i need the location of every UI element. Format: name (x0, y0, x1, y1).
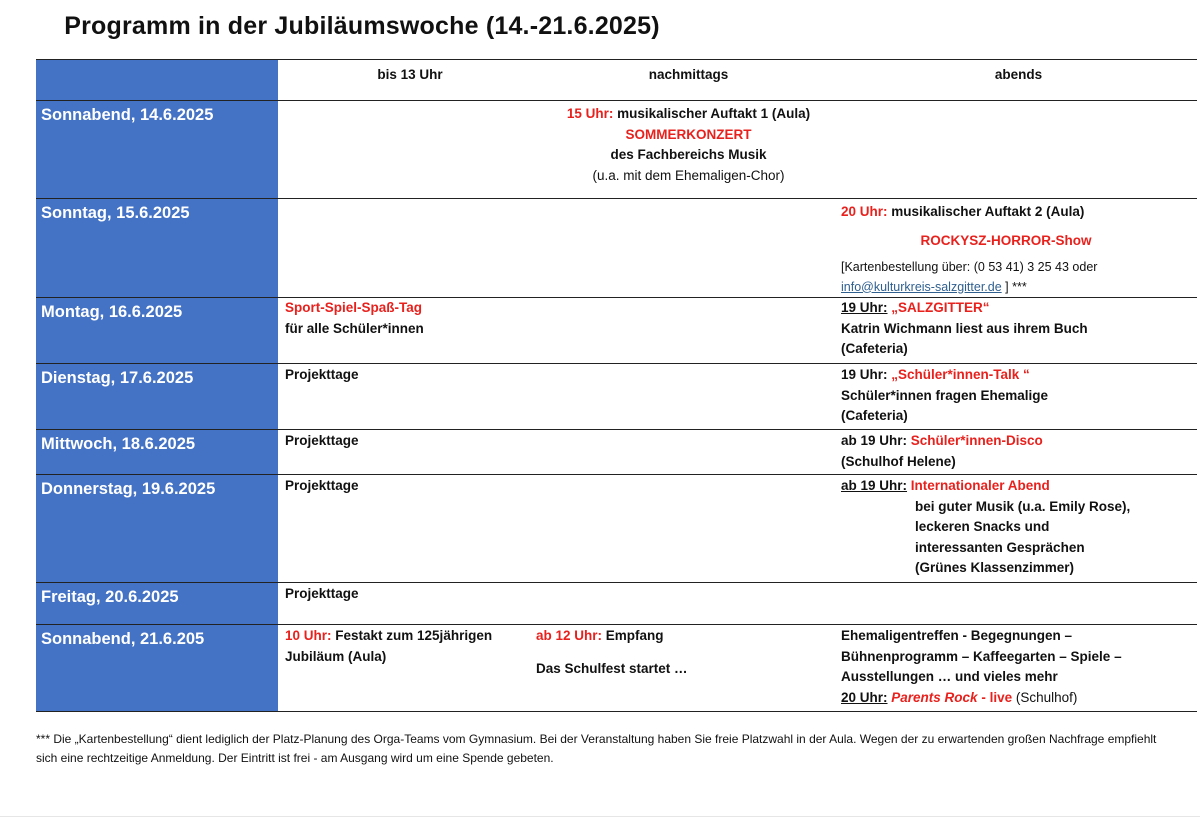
day-cell (36, 364, 278, 429)
event-title-suffix: - live (977, 689, 1013, 705)
event-detail: des Fachbereichs Musik (610, 147, 767, 162)
nachmittags-cell (536, 104, 841, 186)
day-cell (36, 583, 278, 624)
email-link[interactable]: info@kulturkreis-salzgitter.de (841, 279, 1002, 294)
table-header-row (36, 59, 1197, 101)
event-detail: Bühnenprogramm – Kaffeegarten – Spiele – (841, 648, 1122, 664)
schedule-table (36, 59, 1197, 712)
table-row (36, 298, 1197, 364)
bis-13-cell: Projekttage (285, 478, 359, 493)
event-time: ab 12 Uhr: (536, 628, 603, 643)
event-detail: Ausstellungen … und vieles mehr (841, 669, 1058, 684)
bis-13-cell (285, 626, 535, 667)
event-note: (u.a. mit dem Ehemaligen-Chor) (592, 167, 785, 183)
event-detail: bei guter Musik (u.a. Emily Rose), (915, 498, 1131, 514)
event-time: 20 Uhr: (841, 689, 888, 705)
bis-13-cell: Projekttage (285, 367, 359, 382)
event-time: 19 Uhr: (841, 300, 888, 315)
abends-cell (841, 431, 1196, 472)
event-detail: Katrin Wichmann liest aus ihrem Buch (841, 320, 1088, 336)
event-time: 10 Uhr: (285, 628, 332, 643)
event-title: ROCKYSZ-HORROR-Show (920, 232, 1092, 248)
abends-cell (841, 476, 1196, 579)
event-text: Festakt zum 125jährigen (331, 628, 493, 643)
day-label: Sonnabend, 21.6.205 (41, 630, 205, 648)
ticket-end: ] *** (1001, 279, 1027, 294)
day-cell (36, 475, 278, 582)
day-label: Sonnabend, 14.6.2025 (41, 106, 214, 124)
event-title: SOMMERKONZERT (625, 126, 752, 142)
table-row (36, 101, 1197, 199)
day-label: Freitag, 20.6.2025 (41, 588, 179, 606)
event-text: musikalischer Auftakt 2 (Aula) (887, 204, 1085, 219)
day-label: Dienstag, 17.6.2025 (41, 369, 194, 387)
header-nachmittags: nachmittags (648, 67, 729, 82)
event-title: Internationaler Abend (907, 478, 1050, 493)
day-label: Sonntag, 15.6.2025 (41, 204, 190, 222)
abends-cell (841, 626, 1196, 708)
event-detail: Jubiläum (Aula) (285, 648, 387, 664)
bis-13-cell (285, 298, 535, 339)
page-title: Programm in der Jubiläumswoche (14.-21.6.2025) (64, 12, 660, 40)
event-detail: leckeren Snacks und (915, 519, 1050, 534)
table-row (36, 625, 1197, 712)
event-time: ab 19 Uhr: (841, 433, 911, 448)
header-abends: abends (994, 67, 1043, 82)
event-detail: Schüler*innen fragen Ehemalige (841, 387, 1049, 403)
event-place: (Schulhof Helene) (841, 453, 956, 469)
header-day-cell (36, 60, 278, 100)
event-time: 20 Uhr: (841, 204, 888, 219)
event-title: „Schüler*innen-Talk “ (891, 367, 1030, 382)
event-place: (Grünes Klassenzimmer) (915, 560, 1075, 575)
event-place: (Cafeteria) (841, 408, 908, 423)
footnote: *** Die „Kartenbestellung“ dient lediglich der Platz-Planung des Orga-Teams vom Gymnasium. Bei der Veranstaltung haben Sie freie Platzwahl in der Aula. Wegen der zu erwartenden großen Nachfrage empfiehlt sich eine rechtzeitige Anmeldung. Der Eintritt ist frei - am Ausgang wird um eine Spende gebeten. (36, 732, 1157, 765)
table-row (36, 430, 1197, 475)
abends-cell (841, 202, 1196, 296)
table-row (36, 583, 1197, 625)
page-divider (0, 816, 1200, 817)
event-title: Schüler*innen-Disco (910, 433, 1043, 448)
event-title: Parents Rock (891, 689, 978, 705)
table-row (36, 475, 1197, 583)
day-label: Donnerstag, 19.6.2025 (41, 480, 216, 498)
bis-13-cell: Projekttage (285, 586, 359, 601)
day-cell (36, 625, 278, 711)
event-title: „SALZGITTER“ (887, 300, 990, 315)
bis-13-cell: Projekttage (285, 433, 359, 448)
day-label: Montag, 16.6.2025 (41, 303, 183, 321)
event-time: 19 Uhr: (841, 367, 892, 382)
abends-cell (841, 298, 1196, 360)
event-time: 15 Uhr: (566, 106, 614, 121)
event-time: ab 19 Uhr: (841, 478, 908, 493)
event-detail: Das Schulfest startet … (536, 660, 688, 676)
day-cell (36, 298, 278, 363)
day-label: Mittwoch, 18.6.2025 (41, 435, 196, 453)
event-detail: für alle Schüler*innen (285, 320, 424, 336)
abends-cell (841, 365, 1196, 427)
event-text: musikalischer Auftakt 1 (Aula) (613, 106, 811, 121)
nachmittags-cell (536, 626, 841, 679)
event-place: (Cafeteria) (841, 341, 908, 356)
event-detail: Ehemaligentreffen - Begegnungen – (841, 628, 1073, 643)
day-cell (36, 101, 278, 198)
event-detail: interessanten Gesprächen (915, 539, 1085, 555)
event-text: Empfang (602, 628, 664, 643)
ticket-info: [Kartenbestellung über: (0 53 41) 3 25 43 oder (841, 260, 1098, 274)
table-row (36, 364, 1197, 430)
event-place: (Schulhof) (1012, 689, 1078, 705)
header-bis-13-uhr: bis 13 Uhr (377, 67, 443, 82)
day-cell (36, 199, 278, 297)
day-cell (36, 430, 278, 474)
table-row (36, 199, 1197, 298)
event-title: Sport-Spiel-Spaß-Tag (285, 300, 422, 315)
